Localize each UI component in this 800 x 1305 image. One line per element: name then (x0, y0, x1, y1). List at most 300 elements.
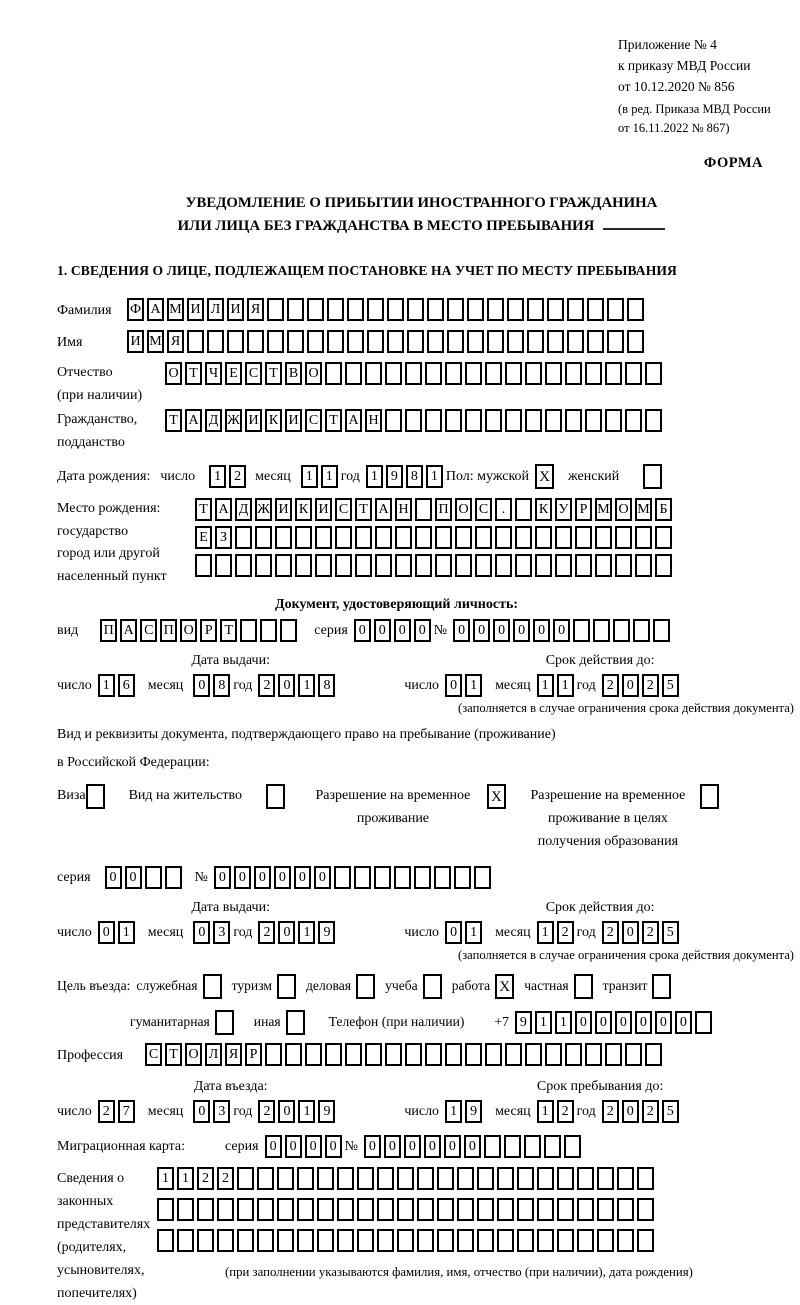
char-cell[interactable]: 2 (98, 1100, 115, 1123)
char-cell[interactable] (547, 330, 564, 353)
char-cell[interactable] (305, 1043, 322, 1066)
char-cell[interactable] (434, 866, 451, 889)
char-cell[interactable]: 0 (622, 921, 639, 944)
char-cell[interactable]: 0 (193, 674, 210, 697)
char-cell[interactable] (187, 330, 204, 353)
char-cell[interactable]: 0 (354, 619, 371, 642)
char-cell[interactable]: И (275, 498, 292, 521)
char-cell[interactable]: 1 (209, 465, 226, 488)
char-cell[interactable]: 9 (386, 465, 403, 488)
char-cell[interactable] (237, 1167, 254, 1190)
char-cell[interactable]: И (285, 409, 302, 432)
char-cell[interactable] (475, 526, 492, 549)
char-cell[interactable] (567, 330, 584, 353)
char-cell[interactable] (485, 362, 502, 385)
char-cell[interactable]: З (215, 526, 232, 549)
char-cell[interactable]: 2 (217, 1167, 234, 1190)
char-cell[interactable] (307, 330, 324, 353)
char-cell[interactable] (397, 1167, 414, 1190)
char-cell[interactable]: Т (355, 498, 372, 521)
char-cell[interactable] (217, 1198, 234, 1221)
char-cell[interactable] (637, 1198, 654, 1221)
char-cell[interactable] (545, 362, 562, 385)
char-cell[interactable] (235, 554, 252, 577)
char-cell[interactable]: 0 (314, 866, 331, 889)
char-cell[interactable]: А (147, 298, 164, 321)
char-cell[interactable]: 1 (366, 465, 383, 488)
char-cell[interactable] (655, 554, 672, 577)
char-cell[interactable] (417, 1198, 434, 1221)
char-cell[interactable] (447, 330, 464, 353)
char-cell[interactable]: П (100, 619, 117, 642)
char-cell[interactable] (505, 362, 522, 385)
char-cell[interactable] (197, 1198, 214, 1221)
char-cell[interactable] (277, 1198, 294, 1221)
char-cell[interactable] (417, 1229, 434, 1252)
char-cell[interactable]: У (555, 498, 572, 521)
char-cell[interactable] (405, 409, 422, 432)
char-cell[interactable] (355, 526, 372, 549)
char-cell[interactable]: П (160, 619, 177, 642)
char-cell[interactable] (565, 1043, 582, 1066)
char-cell[interactable] (635, 526, 652, 549)
char-cell[interactable]: С (305, 409, 322, 432)
char-cell[interactable]: 0 (394, 619, 411, 642)
char-cell[interactable]: Н (395, 498, 412, 521)
char-cell[interactable] (645, 1043, 662, 1066)
char-cell[interactable] (607, 330, 624, 353)
char-cell[interactable] (257, 1229, 274, 1252)
char-cell[interactable]: Р (245, 1043, 262, 1066)
char-cell[interactable]: 9 (515, 1011, 532, 1034)
char-cell[interactable]: 0 (445, 674, 462, 697)
char-cell[interactable]: Я (167, 330, 184, 353)
char-cell[interactable] (425, 1043, 442, 1066)
char-cell[interactable] (505, 1043, 522, 1066)
char-cell[interactable] (417, 1167, 434, 1190)
char-cell[interactable] (275, 554, 292, 577)
char-cell[interactable]: 0 (655, 1011, 672, 1034)
char-cell[interactable] (445, 1043, 462, 1066)
char-cell[interactable] (367, 298, 384, 321)
char-cell[interactable]: 1 (537, 921, 554, 944)
char-cell[interactable]: Р (575, 498, 592, 521)
char-cell[interactable] (597, 1229, 614, 1252)
char-cell[interactable] (457, 1229, 474, 1252)
char-cell[interactable] (397, 1198, 414, 1221)
char-cell[interactable] (297, 1229, 314, 1252)
char-cell[interactable]: 0 (374, 619, 391, 642)
char-cell[interactable]: 1 (426, 465, 443, 488)
char-cell[interactable]: 0 (622, 1100, 639, 1123)
char-cell[interactable] (195, 554, 212, 577)
char-cell[interactable] (525, 362, 542, 385)
char-cell[interactable] (524, 1135, 541, 1158)
char-cell[interactable] (177, 1229, 194, 1252)
char-cell[interactable]: Р (200, 619, 217, 642)
char-cell[interactable] (557, 1167, 574, 1190)
char-cell[interactable] (377, 1229, 394, 1252)
char-cell[interactable]: 0 (493, 619, 510, 642)
char-cell[interactable]: 2 (229, 465, 246, 488)
char-cell[interactable] (615, 554, 632, 577)
char-cell[interactable] (385, 409, 402, 432)
char-cell[interactable] (405, 1043, 422, 1066)
char-cell[interactable] (605, 362, 622, 385)
char-cell[interactable]: М (147, 330, 164, 353)
char-cell[interactable]: 6 (118, 674, 135, 697)
char-cell[interactable] (507, 298, 524, 321)
char-cell[interactable] (327, 298, 344, 321)
char-cell[interactable] (525, 409, 542, 432)
char-cell[interactable] (527, 330, 544, 353)
char-cell[interactable]: . (495, 498, 512, 521)
char-cell[interactable] (415, 526, 432, 549)
char-cell[interactable] (365, 362, 382, 385)
char-cell[interactable] (357, 1167, 374, 1190)
char-cell[interactable] (435, 526, 452, 549)
char-cell[interactable] (377, 1167, 394, 1190)
char-cell[interactable] (395, 554, 412, 577)
char-cell[interactable]: С (245, 362, 262, 385)
char-cell[interactable]: 0 (473, 619, 490, 642)
char-cell[interactable]: 0 (278, 674, 295, 697)
char-cell[interactable] (277, 1167, 294, 1190)
char-cell[interactable] (615, 526, 632, 549)
char-cell[interactable] (575, 554, 592, 577)
char-cell[interactable]: Е (195, 526, 212, 549)
char-cell[interactable]: Т (185, 362, 202, 385)
char-cell[interactable] (625, 1043, 642, 1066)
char-cell[interactable]: 9 (465, 1100, 482, 1123)
char-cell[interactable]: О (615, 498, 632, 521)
visa-checkbox[interactable] (86, 784, 105, 809)
char-cell[interactable]: 0 (553, 619, 570, 642)
char-cell[interactable] (327, 330, 344, 353)
char-cell[interactable]: О (180, 619, 197, 642)
char-cell[interactable] (345, 1043, 362, 1066)
char-cell[interactable] (695, 1011, 712, 1034)
char-cell[interactable] (325, 1043, 342, 1066)
char-cell[interactable]: Ж (225, 409, 242, 432)
char-cell[interactable]: 0 (98, 921, 115, 944)
char-cell[interactable]: 0 (234, 866, 251, 889)
char-cell[interactable] (577, 1167, 594, 1190)
char-cell[interactable]: 1 (98, 674, 115, 697)
char-cell[interactable] (177, 1198, 194, 1221)
char-cell[interactable]: 0 (445, 921, 462, 944)
char-cell[interactable] (435, 554, 452, 577)
char-cell[interactable] (265, 1043, 282, 1066)
char-cell[interactable] (347, 330, 364, 353)
char-cell[interactable] (445, 362, 462, 385)
char-cell[interactable] (587, 298, 604, 321)
residence-permit-checkbox[interactable] (266, 784, 285, 809)
char-cell[interactable] (605, 1043, 622, 1066)
char-cell[interactable]: 3 (213, 1100, 230, 1123)
char-cell[interactable] (354, 866, 371, 889)
char-cell[interactable] (545, 409, 562, 432)
char-cell[interactable] (385, 362, 402, 385)
temp-residence-checkbox[interactable]: X (487, 784, 506, 809)
char-cell[interactable] (197, 1229, 214, 1252)
char-cell[interactable] (527, 298, 544, 321)
char-cell[interactable] (255, 554, 272, 577)
char-cell[interactable] (537, 1198, 554, 1221)
char-cell[interactable]: 1 (465, 921, 482, 944)
char-cell[interactable] (525, 1043, 542, 1066)
char-cell[interactable] (537, 1229, 554, 1252)
purpose-tourism-checkbox[interactable] (277, 974, 296, 999)
char-cell[interactable] (595, 526, 612, 549)
char-cell[interactable] (585, 362, 602, 385)
char-cell[interactable]: 0 (193, 921, 210, 944)
char-cell[interactable] (277, 1229, 294, 1252)
char-cell[interactable]: 0 (464, 1135, 481, 1158)
char-cell[interactable]: А (375, 498, 392, 521)
char-cell[interactable] (535, 526, 552, 549)
char-cell[interactable]: О (455, 498, 472, 521)
char-cell[interactable] (387, 298, 404, 321)
char-cell[interactable]: 5 (662, 921, 679, 944)
char-cell[interactable]: Ч (205, 362, 222, 385)
char-cell[interactable] (477, 1198, 494, 1221)
char-cell[interactable] (237, 1229, 254, 1252)
char-cell[interactable] (335, 554, 352, 577)
char-cell[interactable] (334, 866, 351, 889)
char-cell[interactable]: И (227, 298, 244, 321)
char-cell[interactable]: И (315, 498, 332, 521)
char-cell[interactable] (585, 1043, 602, 1066)
char-cell[interactable] (517, 1229, 534, 1252)
char-cell[interactable]: 0 (575, 1011, 592, 1034)
char-cell[interactable]: 0 (414, 619, 431, 642)
char-cell[interactable] (545, 1043, 562, 1066)
char-cell[interactable]: Я (225, 1043, 242, 1066)
purpose-business-checkbox[interactable] (356, 974, 375, 999)
char-cell[interactable] (635, 554, 652, 577)
char-cell[interactable]: 2 (642, 1100, 659, 1123)
char-cell[interactable]: 1 (557, 674, 574, 697)
purpose-study-checkbox[interactable] (423, 974, 442, 999)
char-cell[interactable]: С (145, 1043, 162, 1066)
char-cell[interactable]: 0 (364, 1135, 381, 1158)
char-cell[interactable] (387, 330, 404, 353)
char-cell[interactable] (357, 1198, 374, 1221)
char-cell[interactable] (575, 526, 592, 549)
char-cell[interactable]: 0 (325, 1135, 342, 1158)
char-cell[interactable] (485, 409, 502, 432)
char-cell[interactable]: 5 (662, 674, 679, 697)
char-cell[interactable]: 0 (294, 866, 311, 889)
char-cell[interactable] (235, 526, 252, 549)
char-cell[interactable]: 1 (537, 674, 554, 697)
char-cell[interactable]: 2 (197, 1167, 214, 1190)
char-cell[interactable]: Ф (127, 298, 144, 321)
char-cell[interactable]: О (185, 1043, 202, 1066)
char-cell[interactable]: 1 (298, 921, 315, 944)
char-cell[interactable] (497, 1229, 514, 1252)
char-cell[interactable] (454, 866, 471, 889)
char-cell[interactable]: Ж (255, 498, 272, 521)
char-cell[interactable] (217, 1229, 234, 1252)
char-cell[interactable] (427, 298, 444, 321)
char-cell[interactable]: 1 (555, 1011, 572, 1034)
char-cell[interactable] (465, 362, 482, 385)
char-cell[interactable] (595, 554, 612, 577)
purpose-private-checkbox[interactable] (574, 974, 593, 999)
char-cell[interactable]: М (167, 298, 184, 321)
char-cell[interactable] (385, 1043, 402, 1066)
char-cell[interactable]: 2 (258, 1100, 275, 1123)
char-cell[interactable]: В (285, 362, 302, 385)
char-cell[interactable]: 1 (321, 465, 338, 488)
char-cell[interactable] (455, 554, 472, 577)
char-cell[interactable] (627, 330, 644, 353)
char-cell[interactable]: К (265, 409, 282, 432)
char-cell[interactable] (535, 554, 552, 577)
char-cell[interactable]: 0 (675, 1011, 692, 1034)
char-cell[interactable] (497, 1198, 514, 1221)
char-cell[interactable] (587, 330, 604, 353)
char-cell[interactable]: 8 (318, 674, 335, 697)
char-cell[interactable] (425, 362, 442, 385)
char-cell[interactable] (280, 619, 297, 642)
char-cell[interactable]: 1 (445, 1100, 462, 1123)
char-cell[interactable]: 2 (258, 921, 275, 944)
char-cell[interactable]: 0 (622, 674, 639, 697)
char-cell[interactable] (517, 1167, 534, 1190)
char-cell[interactable]: 1 (301, 465, 318, 488)
char-cell[interactable] (207, 330, 224, 353)
char-cell[interactable] (447, 298, 464, 321)
char-cell[interactable] (645, 409, 662, 432)
char-cell[interactable] (557, 1229, 574, 1252)
char-cell[interactable] (325, 362, 342, 385)
char-cell[interactable]: 0 (453, 619, 470, 642)
char-cell[interactable] (504, 1135, 521, 1158)
char-cell[interactable] (613, 619, 630, 642)
char-cell[interactable] (555, 554, 572, 577)
char-cell[interactable] (395, 526, 412, 549)
char-cell[interactable] (467, 298, 484, 321)
char-cell[interactable] (317, 1198, 334, 1221)
char-cell[interactable]: 8 (406, 465, 423, 488)
char-cell[interactable] (475, 554, 492, 577)
char-cell[interactable] (637, 1229, 654, 1252)
char-cell[interactable] (257, 1198, 274, 1221)
char-cell[interactable]: С (140, 619, 157, 642)
char-cell[interactable]: 2 (642, 674, 659, 697)
purpose-transit-checkbox[interactable] (652, 974, 671, 999)
char-cell[interactable] (487, 298, 504, 321)
char-cell[interactable] (477, 1229, 494, 1252)
char-cell[interactable] (515, 526, 532, 549)
char-cell[interactable]: 1 (177, 1167, 194, 1190)
temp-residence-education-checkbox[interactable] (700, 784, 719, 809)
char-cell[interactable] (145, 866, 162, 889)
char-cell[interactable]: 1 (298, 674, 315, 697)
char-cell[interactable] (653, 619, 670, 642)
char-cell[interactable]: Л (207, 298, 224, 321)
char-cell[interactable] (515, 554, 532, 577)
char-cell[interactable] (495, 554, 512, 577)
char-cell[interactable]: 2 (602, 674, 619, 697)
char-cell[interactable] (335, 526, 352, 549)
char-cell[interactable]: И (127, 330, 144, 353)
char-cell[interactable] (297, 1198, 314, 1221)
char-cell[interactable]: Я (247, 298, 264, 321)
char-cell[interactable] (367, 330, 384, 353)
char-cell[interactable] (315, 554, 332, 577)
char-cell[interactable] (347, 298, 364, 321)
char-cell[interactable]: 0 (404, 1135, 421, 1158)
char-cell[interactable] (537, 1167, 554, 1190)
char-cell[interactable] (267, 330, 284, 353)
char-cell[interactable] (467, 330, 484, 353)
char-cell[interactable]: 1 (157, 1167, 174, 1190)
char-cell[interactable] (633, 619, 650, 642)
char-cell[interactable] (567, 298, 584, 321)
char-cell[interactable] (165, 866, 182, 889)
char-cell[interactable]: 1 (465, 674, 482, 697)
char-cell[interactable] (445, 409, 462, 432)
char-cell[interactable] (260, 619, 277, 642)
char-cell[interactable] (285, 1043, 302, 1066)
char-cell[interactable] (257, 1167, 274, 1190)
char-cell[interactable] (577, 1229, 594, 1252)
char-cell[interactable]: 5 (662, 1100, 679, 1123)
char-cell[interactable]: 0 (193, 1100, 210, 1123)
char-cell[interactable]: 9 (318, 1100, 335, 1123)
char-cell[interactable]: 2 (602, 921, 619, 944)
char-cell[interactable]: Д (205, 409, 222, 432)
char-cell[interactable] (414, 866, 431, 889)
char-cell[interactable] (485, 1043, 502, 1066)
char-cell[interactable] (547, 298, 564, 321)
char-cell[interactable]: 1 (118, 921, 135, 944)
purpose-other-checkbox[interactable] (286, 1010, 305, 1035)
char-cell[interactable] (287, 330, 304, 353)
char-cell[interactable] (157, 1198, 174, 1221)
purpose-official-checkbox[interactable] (203, 974, 222, 999)
char-cell[interactable]: 0 (444, 1135, 461, 1158)
char-cell[interactable] (437, 1198, 454, 1221)
char-cell[interactable] (295, 554, 312, 577)
char-cell[interactable] (275, 526, 292, 549)
char-cell[interactable] (465, 1043, 482, 1066)
char-cell[interactable] (240, 619, 257, 642)
char-cell[interactable]: Т (195, 498, 212, 521)
char-cell[interactable] (437, 1229, 454, 1252)
char-cell[interactable] (357, 1229, 374, 1252)
char-cell[interactable] (505, 409, 522, 432)
char-cell[interactable]: М (635, 498, 652, 521)
char-cell[interactable]: 0 (278, 921, 295, 944)
char-cell[interactable] (317, 1167, 334, 1190)
char-cell[interactable]: 1 (537, 1100, 554, 1123)
char-cell[interactable]: 1 (535, 1011, 552, 1034)
char-cell[interactable]: Т (165, 1043, 182, 1066)
char-cell[interactable] (337, 1167, 354, 1190)
char-cell[interactable] (425, 409, 442, 432)
char-cell[interactable]: П (435, 498, 452, 521)
char-cell[interactable]: 2 (642, 921, 659, 944)
char-cell[interactable] (477, 1167, 494, 1190)
char-cell[interactable] (487, 330, 504, 353)
char-cell[interactable]: 0 (595, 1011, 612, 1034)
char-cell[interactable]: 0 (384, 1135, 401, 1158)
